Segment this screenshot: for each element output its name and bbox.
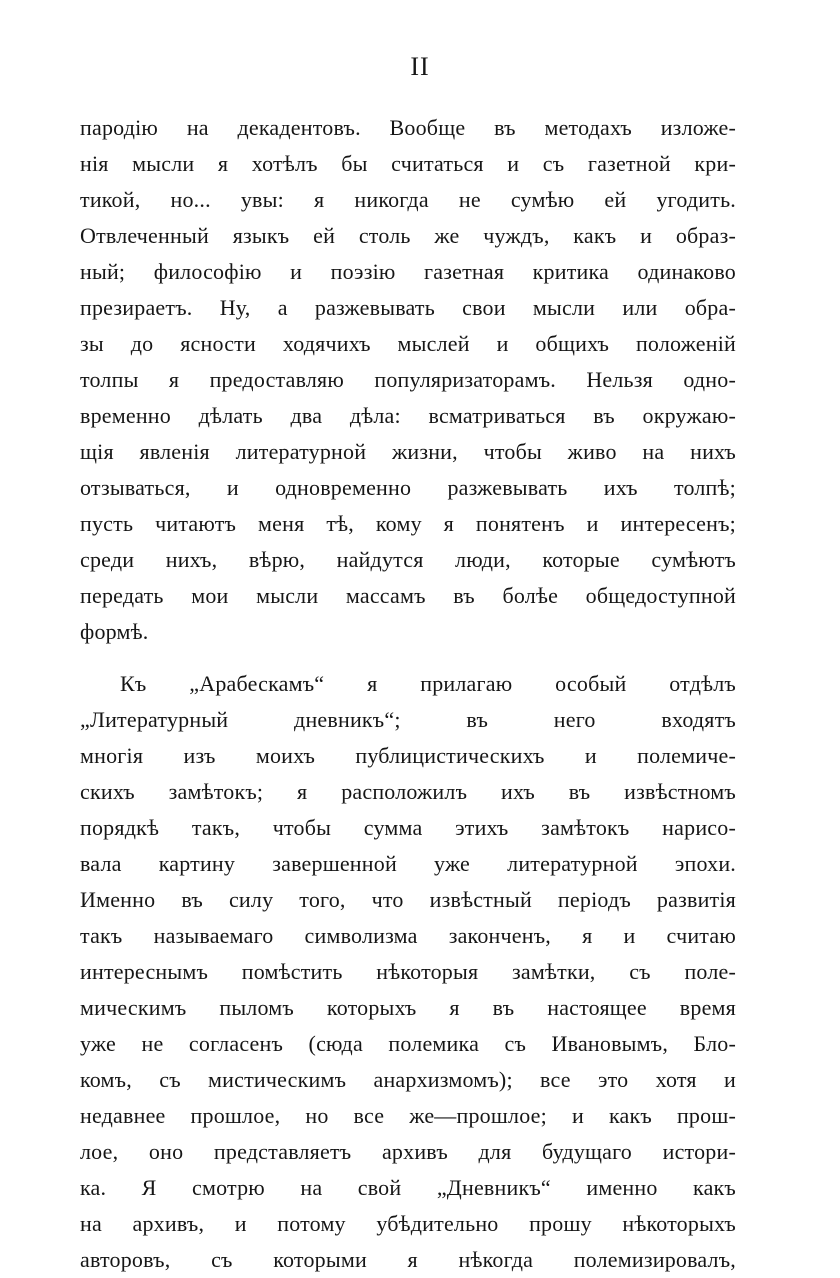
text-line: ка. Я смотрю на свой „Дневникъ“ именно какъ [80, 1175, 736, 1200]
text-line: „Литературный дневникъ“; въ него входятъ [80, 707, 736, 732]
text-line: скихъ замѣтокъ; я расположилъ ихъ въ извѣстномъ [80, 779, 736, 804]
text-line: среди нихъ, вѣрю, найдутся люди, которые сумѣютъ [80, 547, 736, 572]
page-number: II [410, 52, 430, 81]
body-text [80, 110, 736, 1278]
paragraph-1 [80, 110, 736, 650]
paragraph-2 [80, 666, 736, 1278]
text-line: мическимъ пыломъ которыхъ я въ настоящее время [80, 995, 736, 1020]
text-line: лое, оно представляетъ архивъ для будущаго истори- [80, 1139, 736, 1164]
text-line: формѣ. [80, 619, 149, 644]
text-line: пусть читаютъ меня тѣ, кому я понятенъ и интересенъ; [80, 511, 736, 536]
text-line: презираетъ. Ну, а разжевывать свои мысли или обра- [80, 295, 736, 320]
text-line: щія явленія литературной жизни, чтобы живо на нихъ [80, 439, 736, 464]
paragraph-gap [80, 650, 736, 666]
text-line: авторовъ, съ которыми я нѣкогда полемизировалъ, [80, 1247, 736, 1272]
text-line: порядкѣ такъ, чтобы сумма этихъ замѣтокъ нарисо- [80, 815, 736, 840]
text-line: недавнее прошлое, но все же—прошлое; и какъ прош- [80, 1103, 736, 1128]
text-line: Отвлеченный языкъ ей столь же чуждъ, какъ и образ- [80, 223, 736, 248]
text-line: такъ называемаго символизма законченъ, я и считаю [80, 923, 736, 948]
text-line: многія изъ моихъ публицистическихъ и полемиче- [80, 743, 736, 768]
text-line: временно дѣлать два дѣла: всматриваться въ окружаю- [80, 403, 736, 428]
text-line: Именно въ силу того, что извѣстный періодъ развитія [80, 887, 736, 912]
text-line: интереснымъ помѣстить нѣкоторыя замѣтки, съ поле- [80, 959, 736, 984]
text-line: на архивъ, и потому убѣдительно прошу нѣкоторыхъ [80, 1211, 736, 1236]
text-line: Къ „Арабескамъ“ я прилагаю особый отдѣлъ [120, 671, 736, 696]
text-line: передать мои мысли массамъ въ болѣе общедоступной [80, 583, 736, 608]
text-line: толпы я предоставляю популяризаторамъ. Нельзя одно- [80, 367, 736, 392]
text-line: ный; философію и поэзію газетная критика одинаково [80, 259, 736, 284]
text-line: комъ, съ мистическимъ анархизмомъ); все это хотя и [80, 1067, 736, 1092]
text-line: отзываться, и одновременно разжевывать ихъ толпѣ; [80, 475, 736, 500]
text-line: уже не согласенъ (сюда полемика съ Ивановымъ, Бло- [80, 1031, 736, 1056]
text-line: тикой, но... увы: я никогда не сумѣю ей угодить. [80, 187, 736, 212]
text-line: зы до ясности ходячихъ мыслей и общихъ положеній [80, 331, 736, 356]
text-line: нія мысли я хотѣлъ бы считаться и съ газетной кри- [80, 151, 736, 176]
text-line: вала картину завершенной уже литературной эпохи. [80, 851, 736, 876]
text-line: пародію на декадентовъ. Вообще въ методахъ изложе- [80, 115, 736, 140]
